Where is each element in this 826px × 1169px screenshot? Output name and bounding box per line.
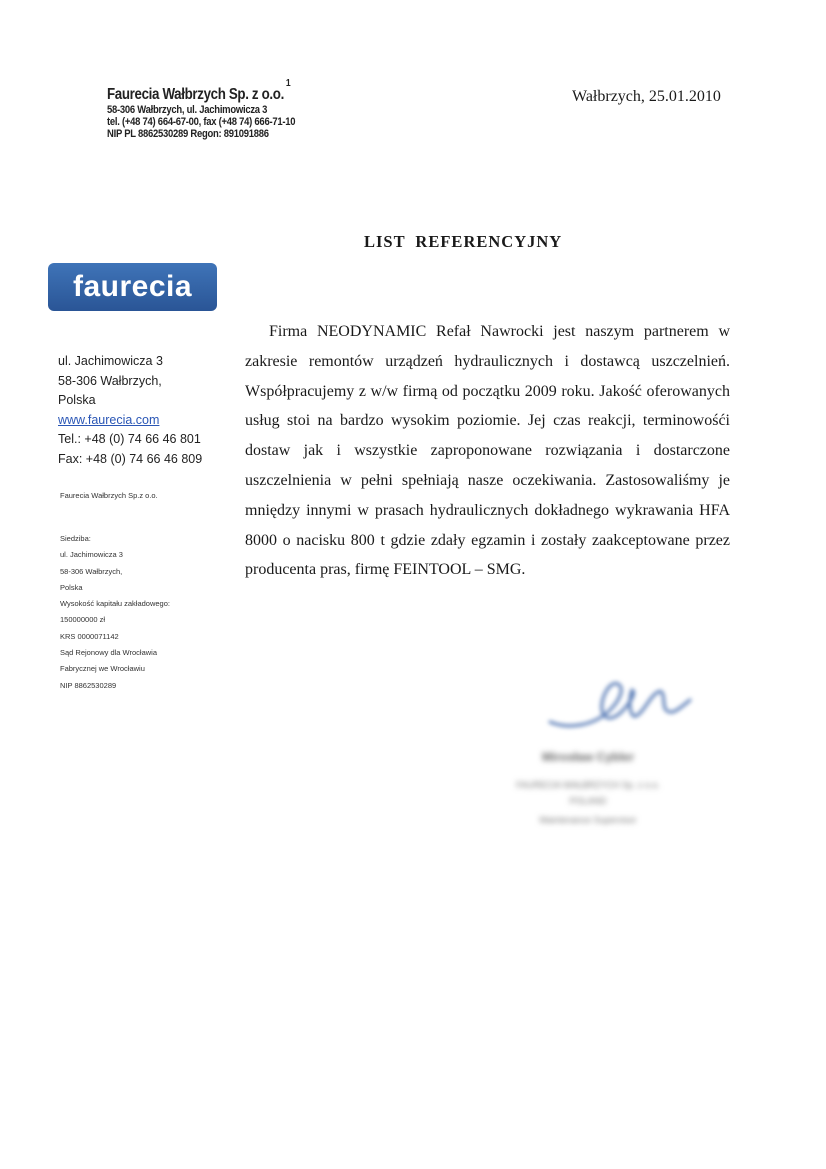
seat-line: ul. Jachimowicza 3 [60, 550, 123, 560]
seat-info [60, 531, 170, 694]
contact-street: ul. Jachimowicza 3 [58, 354, 163, 368]
signer-name: Mirosław Cybler [541, 750, 635, 764]
company-stamp [107, 78, 296, 140]
letter-date: Wałbrzych, 25.01.2010 [572, 88, 721, 105]
seat-line: 150000000 zł [60, 615, 106, 625]
company-small: Faurecia Wałbrzych Sp.z o.o. [60, 491, 158, 500]
letter-body-text: Firma NEODYNAMIC Refał Nawrocki jest naszym partnerem w zakresie remontów urządzeń hydraulicznych i dostawcą uszczelnień. Współpracujemy z w/w firmą od początku 2009 roku. Jakość oferowanych usług stoi na bardzo wysokim poziomie. Jej czas reakcji, terminowośći dostaw jak i wszystkie zaproponowane rozwiązania i dostarczone uszczelnienia w pełni spełniają nasze oczekiwania. Zastosowaliśmy je mniędzy innymi w prasach hydraulicznych dokładnego wykrawania HFA 8000 o nacisku 800 t gdzie zdały egzamin i zostały zaakceptowane przez producenta pras, firmę FEINTOOL – SMG. [245, 323, 730, 579]
stamp-company: Faurecia Wałbrzych Sp. z o.o. [107, 86, 284, 103]
signer-city: POLAND [569, 796, 607, 806]
seat-line: KRS 0000071142 [60, 631, 119, 641]
stamp-ids: NIP PL 8862530289 Regon: 891091886 [107, 128, 269, 140]
seat-line: 58-306 Wałbrzych, [60, 566, 123, 576]
signer-company: FAURECIA WAŁBRZYCH Sp. z o.o. [516, 780, 660, 790]
contact-block [58, 352, 228, 469]
contact-fax: Fax: +48 (0) 74 66 46 809 [58, 451, 203, 466]
letter-body [245, 317, 730, 585]
seat-line: Polska [60, 582, 83, 592]
letter-title: LIST REFERENCYJNY [364, 232, 563, 251]
contact-tel: Tel.: +48 (0) 74 66 46 801 [58, 432, 201, 446]
signature-image [540, 670, 700, 740]
faurecia-logo [48, 263, 217, 311]
seat-line: NIP 8862530289 [60, 680, 117, 690]
stamp-superscript: 1 [285, 78, 291, 89]
stamp-phone-fax: tel. (+48 74) 664-67-00, fax (+48 74) 666-71-10 [107, 116, 296, 128]
seat-line: Siedziba: [60, 534, 91, 543]
stamp-address: 58-306 Wałbrzych, ul. Jachimowicza 3 [107, 104, 268, 116]
seat-line: Wysokość kapitału zakładowego: [60, 599, 170, 609]
seat-line: Sąd Rejonowy dla Wrocławia [60, 648, 157, 658]
website-link[interactable]: www.faurecia.com [58, 412, 160, 427]
logo-text: faurecia [72, 270, 193, 303]
seat-line: Fabrycznej we Wrocławiu [60, 664, 145, 674]
contact-city: 58-306 Wałbrzych, [58, 373, 162, 388]
contact-country: Polska [58, 393, 96, 407]
signer-role: Maintenance Supervisor [539, 815, 637, 825]
